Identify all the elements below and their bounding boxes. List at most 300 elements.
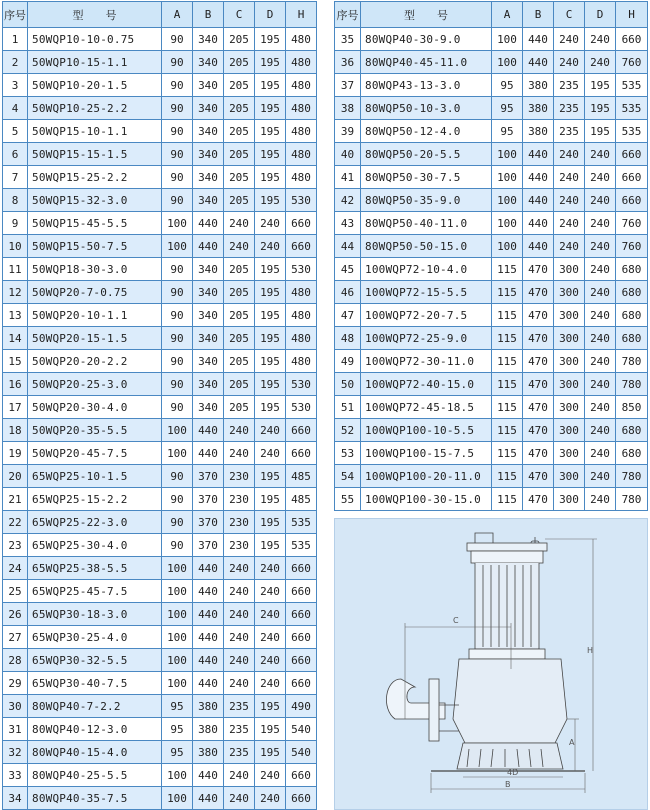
dim-d-cell: 240: [585, 212, 616, 235]
table-row: [3, 212, 317, 235]
dim-c-cell: 205: [224, 51, 255, 74]
row-index: 14: [3, 327, 28, 350]
table-row: [3, 166, 317, 189]
dim-b-cell: 470: [523, 258, 554, 281]
dim-d-cell: 195: [255, 51, 286, 74]
dim-h-cell: 760: [616, 235, 648, 258]
dim-d-cell: 240: [585, 419, 616, 442]
dim-b-cell: 470: [523, 442, 554, 465]
header-h: H: [286, 2, 317, 28]
dim-c-cell: 240: [554, 212, 585, 235]
dim-c-cell: 235: [224, 718, 255, 741]
table-row: [3, 120, 317, 143]
dim-a-cell: 90: [162, 350, 193, 373]
row-index: 26: [3, 603, 28, 626]
dim-d-cell: 195: [255, 465, 286, 488]
model-cell: 80WQP40-30-9.0: [361, 28, 492, 51]
dim-c-cell: 205: [224, 281, 255, 304]
dim-d-cell: 240: [585, 51, 616, 74]
header-h: H: [616, 2, 648, 28]
dim-h-cell: 660: [286, 603, 317, 626]
table-row: [335, 51, 648, 74]
dim-h-cell: 480: [286, 327, 317, 350]
dim-a-cell: 95: [492, 74, 523, 97]
dim-h-cell: 660: [616, 28, 648, 51]
dim-b-cell: 370: [193, 511, 224, 534]
dim-b-cell: 380: [193, 741, 224, 764]
dim-b-cell: 380: [193, 718, 224, 741]
table-row: [335, 465, 648, 488]
dim-c-cell: 240: [224, 442, 255, 465]
dim-h-cell: 680: [616, 419, 648, 442]
dim-c-cell: 300: [554, 396, 585, 419]
row-index: 38: [335, 97, 361, 120]
dim-d-cell: 240: [255, 212, 286, 235]
model-cell: 50WQP15-45-5.5: [28, 212, 162, 235]
dim-b-cell: 340: [193, 97, 224, 120]
model-cell: 50WQP20-15-1.5: [28, 327, 162, 350]
lifting-handle-icon: [475, 533, 493, 543]
row-index: 30: [3, 695, 28, 718]
model-cell: 65WQP25-22-3.0: [28, 511, 162, 534]
dim-label-b: B: [505, 780, 511, 789]
table-row: [3, 695, 317, 718]
model-cell: 50WQP20-35-5.5: [28, 419, 162, 442]
table-row: [3, 235, 317, 258]
row-index: 10: [3, 235, 28, 258]
dim-d-cell: 195: [255, 258, 286, 281]
dim-c-cell: 240: [554, 28, 585, 51]
model-cell: 65WQP25-38-5.5: [28, 557, 162, 580]
dim-d-cell: 240: [585, 350, 616, 373]
dim-h-cell: 660: [616, 166, 648, 189]
dim-b-cell: 340: [193, 304, 224, 327]
row-index: 7: [3, 166, 28, 189]
dim-a-cell: 115: [492, 488, 523, 511]
dim-c-cell: 240: [224, 787, 255, 810]
model-cell: 65WQP30-25-4.0: [28, 626, 162, 649]
dim-h-cell: 535: [616, 120, 648, 143]
model-cell: 80WQP40-35-7.5: [28, 787, 162, 810]
dim-d-cell: 195: [255, 488, 286, 511]
model-cell: 80WQP50-10-3.0: [361, 97, 492, 120]
dim-h-cell: 680: [616, 442, 648, 465]
dim-d-cell: 195: [255, 143, 286, 166]
table-row: [3, 741, 317, 764]
dim-d-cell: 240: [255, 419, 286, 442]
row-index: 50: [335, 373, 361, 396]
header-model: 型 号: [361, 2, 492, 28]
dim-label-4d: 4D: [507, 768, 519, 777]
dim-a-cell: 100: [162, 557, 193, 580]
dim-b-cell: 440: [523, 235, 554, 258]
dim-b-cell: 440: [523, 166, 554, 189]
dim-a-cell: 100: [162, 626, 193, 649]
dim-d-cell: 240: [585, 281, 616, 304]
dim-a-cell: 100: [492, 189, 523, 212]
dim-h-cell: 660: [286, 212, 317, 235]
dim-c-cell: 300: [554, 327, 585, 350]
dim-b-cell: 470: [523, 304, 554, 327]
row-index: 36: [335, 51, 361, 74]
dim-b-cell: 440: [523, 212, 554, 235]
header-model: 型 号: [28, 2, 162, 28]
dim-a-cell: 90: [162, 74, 193, 97]
table-row: [3, 603, 317, 626]
table-row: [3, 718, 317, 741]
row-index: 22: [3, 511, 28, 534]
dim-h-cell: 535: [286, 534, 317, 557]
dim-b-cell: 470: [523, 350, 554, 373]
dim-a-cell: 90: [162, 488, 193, 511]
dim-a-cell: 100: [492, 51, 523, 74]
dim-c-cell: 240: [224, 764, 255, 787]
dim-d-cell: 240: [585, 258, 616, 281]
dim-c-cell: 240: [224, 212, 255, 235]
dim-d-cell: 195: [255, 281, 286, 304]
dim-a-cell: 100: [492, 143, 523, 166]
dim-a-cell: 100: [162, 649, 193, 672]
table-row: [335, 28, 648, 51]
dim-b-cell: 440: [193, 787, 224, 810]
dim-d-cell: 240: [585, 327, 616, 350]
model-cell: 100WQP72-20-7.5: [361, 304, 492, 327]
dim-h-cell: 660: [286, 442, 317, 465]
dim-b-cell: 440: [523, 51, 554, 74]
row-index: 2: [3, 51, 28, 74]
model-cell: 50WQP15-32-3.0: [28, 189, 162, 212]
dim-b-cell: 440: [193, 580, 224, 603]
model-cell: 50WQP10-10-0.75: [28, 28, 162, 51]
dim-b-cell: 380: [523, 120, 554, 143]
dim-b-cell: 380: [193, 695, 224, 718]
model-cell: 80WQP50-20-5.5: [361, 143, 492, 166]
dim-c-cell: 300: [554, 281, 585, 304]
spec-table-left: [2, 1, 317, 810]
dim-b-cell: 470: [523, 465, 554, 488]
dim-h-cell: 760: [616, 51, 648, 74]
table-row: [335, 189, 648, 212]
dim-d-cell: 240: [585, 304, 616, 327]
dim-c-cell: 300: [554, 304, 585, 327]
dim-b-cell: 440: [523, 28, 554, 51]
model-cell: 65WQP25-15-2.2: [28, 488, 162, 511]
model-cell: 80WQP50-40-11.0: [361, 212, 492, 235]
dim-b-cell: 370: [193, 465, 224, 488]
dim-c-cell: 205: [224, 74, 255, 97]
dim-d-cell: 195: [255, 28, 286, 51]
dim-a-cell: 115: [492, 419, 523, 442]
dim-h-cell: 680: [616, 327, 648, 350]
table-row: [335, 419, 648, 442]
dim-c-cell: 240: [554, 51, 585, 74]
dim-b-cell: 440: [193, 235, 224, 258]
dim-d-cell: 240: [255, 626, 286, 649]
dim-a-cell: 115: [492, 442, 523, 465]
dim-h-cell: 660: [286, 649, 317, 672]
table-row: [335, 350, 648, 373]
dim-h-cell: 535: [286, 511, 317, 534]
table-row: [3, 419, 317, 442]
row-index: 8: [3, 189, 28, 212]
row-index: 39: [335, 120, 361, 143]
table-row: [3, 488, 317, 511]
table-row: [3, 189, 317, 212]
table-row: [3, 74, 317, 97]
model-cell: 65WQP30-18-3.0: [28, 603, 162, 626]
pump-drawing: [335, 519, 647, 809]
dim-c-cell: 205: [224, 166, 255, 189]
dim-b-cell: 440: [193, 626, 224, 649]
dim-h-cell: 660: [286, 626, 317, 649]
dim-b-cell: 340: [193, 189, 224, 212]
row-index: 49: [335, 350, 361, 373]
table-row: [335, 488, 648, 511]
dim-d-cell: 195: [255, 373, 286, 396]
dim-c-cell: 235: [554, 120, 585, 143]
dim-a-cell: 100: [162, 787, 193, 810]
model-cell: 80WQP50-30-7.5: [361, 166, 492, 189]
dim-c-cell: 300: [554, 350, 585, 373]
header-index: 序号: [3, 2, 28, 28]
dim-a-cell: 90: [162, 189, 193, 212]
model-cell: 50WQP10-25-2.2: [28, 97, 162, 120]
table-row: [3, 764, 317, 787]
dim-b-cell: 440: [193, 603, 224, 626]
dim-label-c: C: [453, 616, 459, 625]
dim-d-cell: 195: [255, 350, 286, 373]
dim-c-cell: 300: [554, 465, 585, 488]
dim-d-cell: 240: [255, 235, 286, 258]
dim-d-cell: 195: [255, 74, 286, 97]
dim-a-cell: 95: [162, 718, 193, 741]
model-cell: 50WQP10-15-1.1: [28, 51, 162, 74]
dim-c-cell: 300: [554, 442, 585, 465]
header-row: [3, 2, 317, 28]
dim-c-cell: 300: [554, 488, 585, 511]
row-index: 28: [3, 649, 28, 672]
dim-a-cell: 95: [162, 741, 193, 764]
dim-d-cell: 195: [255, 396, 286, 419]
dim-c-cell: 230: [224, 511, 255, 534]
dim-d-cell: 195: [255, 304, 286, 327]
dim-c-cell: 205: [224, 327, 255, 350]
dim-d-cell: 195: [255, 189, 286, 212]
dim-b-cell: 440: [523, 143, 554, 166]
header-b: B: [523, 2, 554, 28]
dim-h-cell: 660: [286, 787, 317, 810]
dim-c-cell: 240: [224, 580, 255, 603]
dim-c-cell: 205: [224, 373, 255, 396]
model-cell: 50WQP15-25-2.2: [28, 166, 162, 189]
pump-dimension-diagram: [334, 518, 648, 810]
model-cell: 100WQP72-10-4.0: [361, 258, 492, 281]
dim-b-cell: 470: [523, 488, 554, 511]
row-index: 40: [335, 143, 361, 166]
dim-d-cell: 240: [585, 189, 616, 212]
dim-a-cell: 115: [492, 304, 523, 327]
model-cell: 50WQP10-20-1.5: [28, 74, 162, 97]
dim-d-cell: 240: [585, 28, 616, 51]
dim-h-cell: 660: [286, 764, 317, 787]
dim-h-cell: 480: [286, 350, 317, 373]
dim-h-cell: 660: [286, 235, 317, 258]
model-cell: 65WQP25-30-4.0: [28, 534, 162, 557]
model-cell: 80WQP40-15-4.0: [28, 741, 162, 764]
dim-b-cell: 440: [523, 189, 554, 212]
model-cell: 100WQP100-20-11.0: [361, 465, 492, 488]
dim-d-cell: 240: [255, 603, 286, 626]
row-index: 32: [3, 741, 28, 764]
dim-c-cell: 240: [554, 189, 585, 212]
table-row: [3, 350, 317, 373]
dim-a-cell: 100: [162, 672, 193, 695]
dim-h-cell: 535: [616, 97, 648, 120]
row-index: 43: [335, 212, 361, 235]
header-a: A: [492, 2, 523, 28]
row-index: 35: [335, 28, 361, 51]
dim-b-cell: 440: [193, 764, 224, 787]
dim-d-cell: 195: [255, 166, 286, 189]
dim-b-cell: 340: [193, 350, 224, 373]
table-row: [3, 511, 317, 534]
dim-a-cell: 100: [162, 580, 193, 603]
header-index: 序号: [335, 2, 361, 28]
dim-c-cell: 235: [224, 695, 255, 718]
dim-h-cell: 485: [286, 488, 317, 511]
header-row: [335, 2, 648, 28]
row-index: 25: [3, 580, 28, 603]
dim-a-cell: 100: [492, 28, 523, 51]
dim-h-cell: 680: [616, 304, 648, 327]
dim-a-cell: 90: [162, 396, 193, 419]
model-cell: 50WQP20-30-4.0: [28, 396, 162, 419]
dim-b-cell: 340: [193, 396, 224, 419]
row-index: 44: [335, 235, 361, 258]
dim-h-cell: 780: [616, 488, 648, 511]
row-index: 16: [3, 373, 28, 396]
header-b: B: [193, 2, 224, 28]
model-cell: 80WQP40-25-5.5: [28, 764, 162, 787]
dim-b-cell: 470: [523, 373, 554, 396]
dim-h-cell: 660: [286, 580, 317, 603]
dim-h-cell: 490: [286, 695, 317, 718]
model-cell: 100WQP72-25-9.0: [361, 327, 492, 350]
row-index: 24: [3, 557, 28, 580]
dim-b-cell: 340: [193, 51, 224, 74]
dim-d-cell: 240: [585, 488, 616, 511]
model-cell: 80WQP40-12-3.0: [28, 718, 162, 741]
dim-label-a: A: [569, 738, 575, 747]
dim-h-cell: 480: [286, 74, 317, 97]
dim-d-cell: 240: [255, 764, 286, 787]
table-row: [3, 143, 317, 166]
dim-b-cell: 340: [193, 28, 224, 51]
dim-d-cell: 240: [585, 166, 616, 189]
dim-d-cell: 195: [255, 97, 286, 120]
outlet-flange: [429, 679, 439, 741]
model-cell: 80WQP40-7-2.2: [28, 695, 162, 718]
header-a: A: [162, 2, 193, 28]
dim-b-cell: 380: [523, 97, 554, 120]
dim-a-cell: 90: [162, 28, 193, 51]
table-row: [335, 327, 648, 350]
table-row: [335, 97, 648, 120]
dim-b-cell: 340: [193, 258, 224, 281]
dim-a-cell: 100: [162, 442, 193, 465]
dim-d-cell: 240: [585, 143, 616, 166]
model-cell: 50WQP20-20-2.2: [28, 350, 162, 373]
row-index: 31: [3, 718, 28, 741]
table-row: [3, 557, 317, 580]
dim-b-cell: 340: [193, 327, 224, 350]
table-row: [335, 166, 648, 189]
model-cell: 100WQP72-45-18.5: [361, 396, 492, 419]
dim-a-cell: 90: [162, 304, 193, 327]
table-row: [3, 51, 317, 74]
dim-d-cell: 195: [585, 120, 616, 143]
row-index: 21: [3, 488, 28, 511]
dim-d-cell: 240: [255, 580, 286, 603]
table-row: [335, 373, 648, 396]
dim-h-cell: 530: [286, 258, 317, 281]
dim-h-cell: 680: [616, 281, 648, 304]
dim-c-cell: 205: [224, 396, 255, 419]
dim-b-cell: 440: [193, 442, 224, 465]
row-index: 53: [335, 442, 361, 465]
model-cell: 80WQP50-12-4.0: [361, 120, 492, 143]
row-index: 5: [3, 120, 28, 143]
dim-b-cell: 340: [193, 166, 224, 189]
model-cell: 50WQP15-15-1.5: [28, 143, 162, 166]
dim-d-cell: 240: [255, 649, 286, 672]
model-cell: 80WQP43-13-3.0: [361, 74, 492, 97]
dim-h-cell: 480: [286, 28, 317, 51]
dim-d-cell: 240: [585, 373, 616, 396]
row-index: 46: [335, 281, 361, 304]
dim-a-cell: 100: [162, 764, 193, 787]
model-cell: 65WQP30-32-5.5: [28, 649, 162, 672]
table-row: [3, 373, 317, 396]
dim-c-cell: 205: [224, 120, 255, 143]
row-index: 4: [3, 97, 28, 120]
dim-c-cell: 230: [224, 465, 255, 488]
dim-a-cell: 100: [162, 212, 193, 235]
dim-d-cell: 195: [255, 120, 286, 143]
dim-a-cell: 100: [162, 235, 193, 258]
dim-d-cell: 195: [255, 741, 286, 764]
dim-d-cell: 240: [255, 442, 286, 465]
table-row: [3, 534, 317, 557]
dim-a-cell: 90: [162, 373, 193, 396]
table-row: [3, 465, 317, 488]
row-index: 48: [335, 327, 361, 350]
table-row: [3, 580, 317, 603]
pump-casing: [453, 659, 567, 743]
dim-a-cell: 115: [492, 327, 523, 350]
table-row: [3, 304, 317, 327]
dim-a-cell: 90: [162, 51, 193, 74]
row-index: 45: [335, 258, 361, 281]
dim-c-cell: 300: [554, 419, 585, 442]
dim-d-cell: 240: [255, 557, 286, 580]
row-index: 23: [3, 534, 28, 557]
dim-b-cell: 370: [193, 534, 224, 557]
dim-h-cell: 680: [616, 258, 648, 281]
row-index: 13: [3, 304, 28, 327]
row-index: 19: [3, 442, 28, 465]
dim-c-cell: 240: [224, 672, 255, 695]
